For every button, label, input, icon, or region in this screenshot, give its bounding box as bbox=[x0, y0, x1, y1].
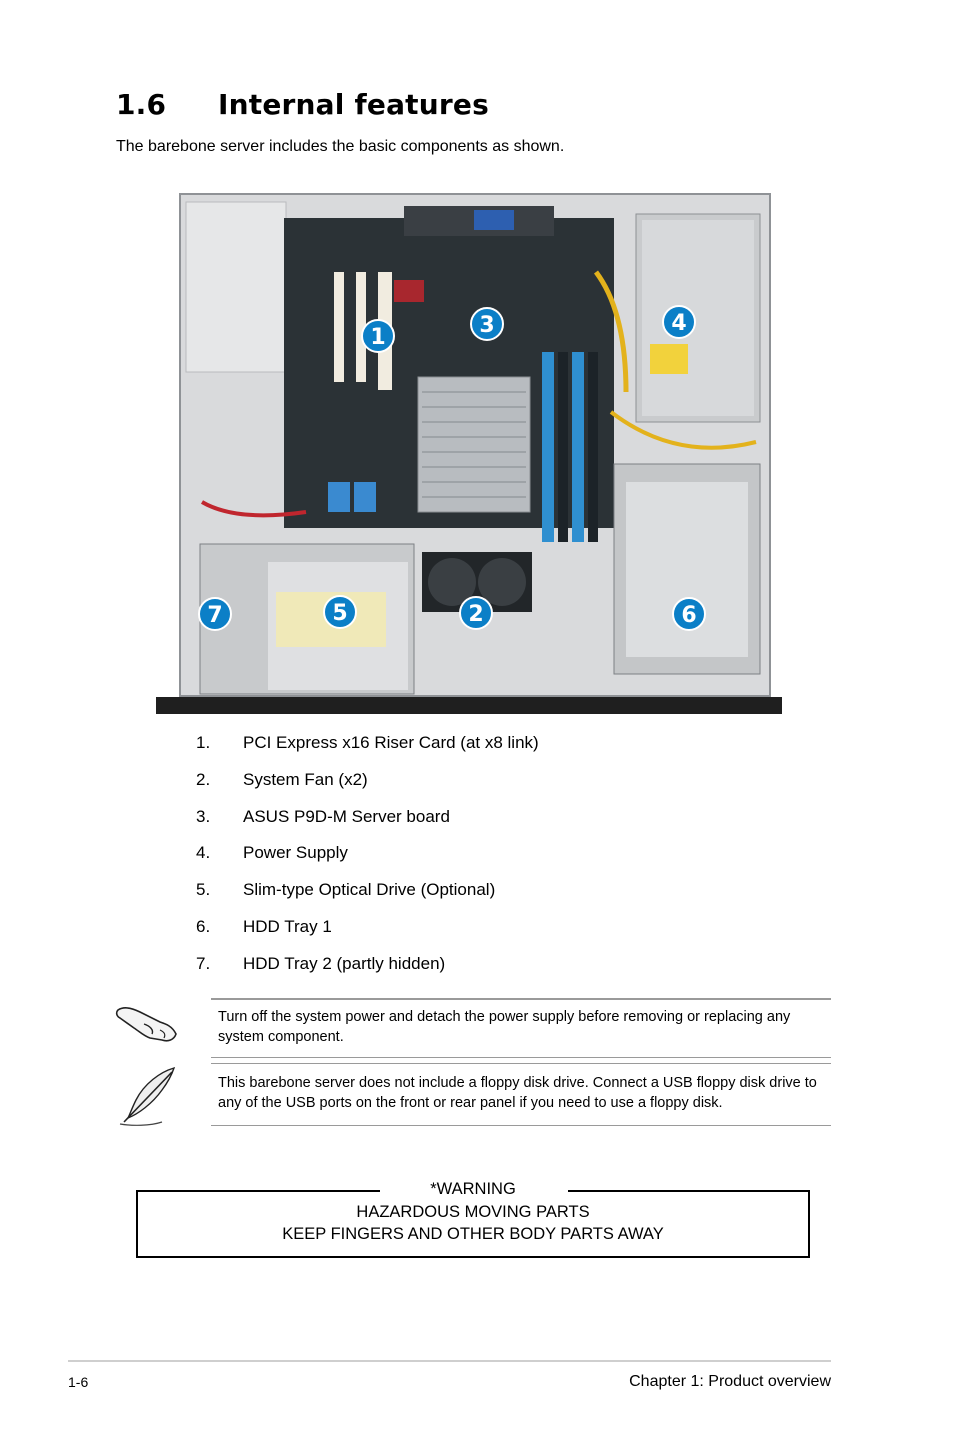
warning-note-text: Turn off the system power and detach the power supply before removing or replacing any system component. bbox=[218, 1009, 791, 1045]
svg-text:2: 2 bbox=[468, 602, 484, 627]
list-item: 4. Power Supply bbox=[196, 843, 348, 863]
info-note-text: This barebone server does not include a floppy disk drive. Connect a USB floppy disk drive to any of the USB ports on the front or rear panel if you need to use a floppy disk. bbox=[218, 1075, 817, 1111]
callout-4 bbox=[663, 306, 695, 338]
warning-label-line: KEEP FINGERS AND OTHER BODY PARTS AWAY bbox=[282, 1225, 664, 1243]
callout-1 bbox=[362, 320, 394, 352]
section-number: 1.6 bbox=[116, 88, 167, 121]
feather-icon bbox=[114, 1064, 180, 1135]
svg-text:4: 4 bbox=[671, 311, 687, 336]
chapter-title: Chapter 1: Product overview bbox=[629, 1373, 831, 1390]
svg-text:5: 5 bbox=[332, 601, 348, 626]
server-internal-photo bbox=[156, 192, 782, 714]
intro-text: The barebone server includes the basic components as shown. bbox=[116, 138, 565, 155]
page-number: 1-6 bbox=[68, 1374, 89, 1390]
svg-text:7: 7 bbox=[207, 603, 223, 628]
warning-label-line: *WARNING bbox=[430, 1180, 516, 1198]
note-divider bbox=[211, 1125, 831, 1126]
note-divider bbox=[211, 998, 831, 1000]
section-heading bbox=[116, 88, 489, 121]
hand-icon bbox=[114, 1000, 180, 1051]
callout-3 bbox=[471, 308, 503, 340]
list-item: 6. HDD Tray 1 bbox=[196, 916, 332, 936]
callout-6 bbox=[673, 598, 705, 630]
svg-text:3: 3 bbox=[479, 313, 495, 338]
parts-list bbox=[196, 733, 539, 991]
note-divider bbox=[211, 1057, 831, 1058]
front-bezel bbox=[156, 697, 782, 714]
warning-label bbox=[136, 1178, 810, 1246]
footer-divider bbox=[68, 1360, 831, 1362]
section-title: Internal features bbox=[218, 88, 489, 121]
note-divider bbox=[211, 1063, 831, 1064]
dimm-slot bbox=[572, 352, 584, 542]
list-item: 7. HDD Tray 2 (partly hidden) bbox=[196, 953, 446, 973]
list-item: 1. PCI Express x16 Riser Card (at x8 link) bbox=[196, 733, 539, 752]
list-item: 3. ASUS P9D-M Server board bbox=[196, 806, 450, 826]
callout-7 bbox=[199, 598, 231, 630]
list-item: 2. System Fan (x2) bbox=[196, 769, 368, 789]
callout-5 bbox=[324, 596, 356, 628]
warning-label-line: HAZARDOUS MOVING PARTS bbox=[356, 1202, 590, 1221]
svg-text:6: 6 bbox=[681, 603, 697, 628]
svg-text:1: 1 bbox=[370, 325, 386, 350]
callout-2 bbox=[460, 597, 492, 629]
list-item: 5. Slim-type Optical Drive (Optional) bbox=[196, 880, 496, 900]
dimm-slot bbox=[542, 352, 554, 542]
